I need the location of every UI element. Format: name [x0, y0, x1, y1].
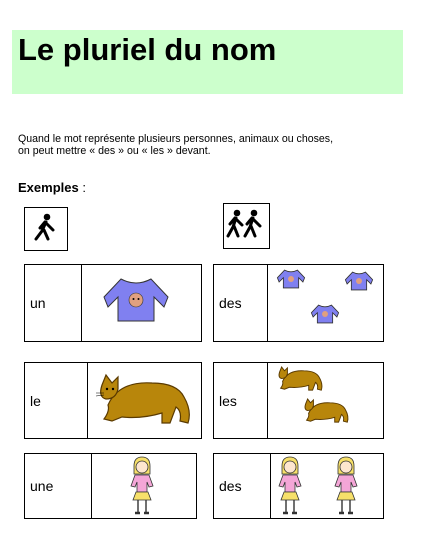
- examples-heading: [18, 180, 86, 195]
- cat-icon: [92, 371, 196, 433]
- article-un: un: [25, 265, 82, 341]
- two-people-pictogram-icon: [223, 203, 270, 249]
- singular-card-girl: [24, 453, 197, 519]
- intro-line-1: Quand le mot représente plusieurs personnes, animaux ou choses,: [18, 133, 334, 145]
- intro-line-2: on peut mettre « des » ou « les » devant.: [18, 145, 211, 157]
- sweater-icon: [274, 268, 308, 290]
- plural-card-girl: [213, 453, 384, 519]
- article-une: une: [25, 454, 92, 518]
- singular-card-cat: [24, 362, 202, 439]
- sweater-icon: [308, 303, 342, 325]
- cat-icon: [298, 397, 354, 427]
- article-des-2: des: [214, 454, 271, 518]
- cat-picture: [88, 363, 201, 438]
- girl-icon: [329, 456, 363, 518]
- girl-icon: [273, 456, 307, 518]
- one-person-pictogram-icon: [24, 207, 68, 251]
- plural-card-sweater: [213, 264, 384, 342]
- plural-card-cat: [213, 362, 384, 439]
- examples-colon: :: [78, 180, 86, 195]
- cats-picture: [268, 363, 383, 438]
- sweater-icon: [342, 270, 376, 292]
- sweater-icon: [96, 275, 176, 325]
- page-title: Le pluriel du nom: [18, 32, 277, 67]
- article-les: les: [214, 363, 268, 438]
- girl-picture: [92, 454, 196, 518]
- article-le: le: [25, 363, 88, 438]
- cat-icon: [272, 365, 328, 395]
- intro-text: [18, 133, 413, 157]
- girl-icon: [125, 456, 159, 518]
- singular-card-sweater: [24, 264, 202, 342]
- sweaters-picture: [268, 265, 383, 341]
- girls-picture: [271, 454, 383, 518]
- sweater-picture: [82, 265, 201, 341]
- examples-label: Exemples: [18, 180, 79, 195]
- article-des-1: des: [214, 265, 268, 341]
